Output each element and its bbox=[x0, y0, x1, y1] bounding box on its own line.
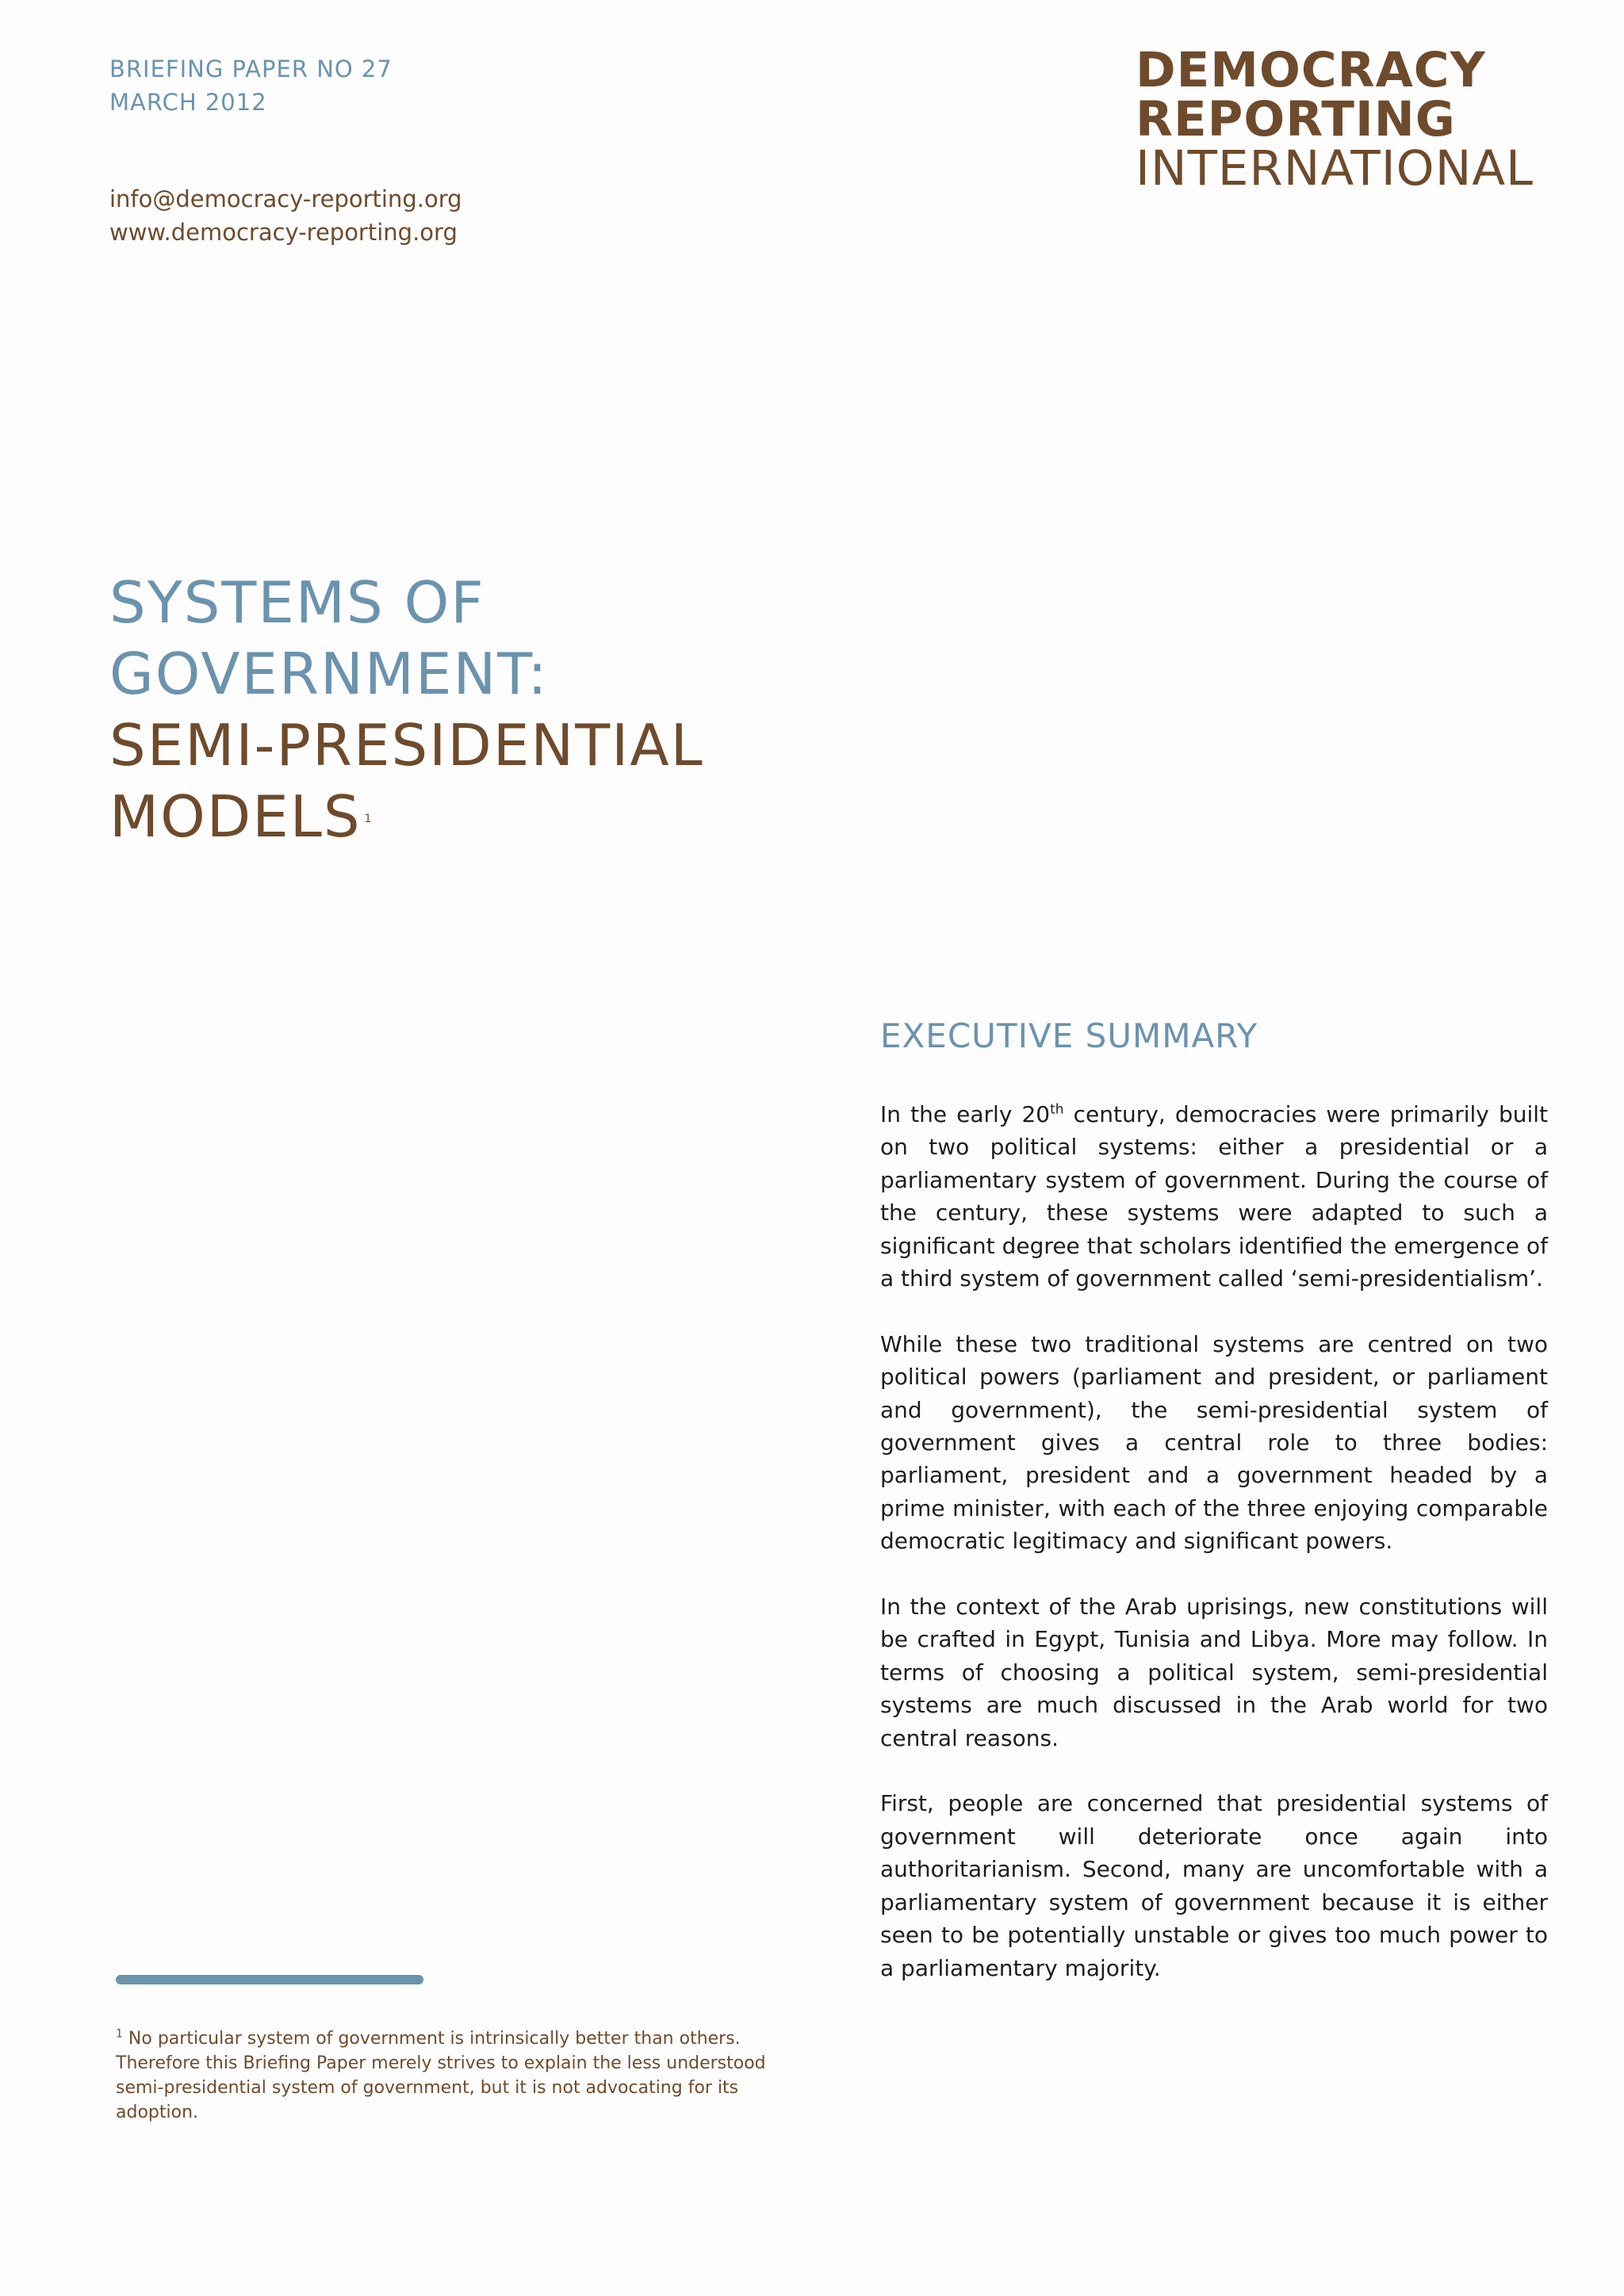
executive-summary-heading: EXECUTIVE SUMMARY bbox=[880, 1016, 1258, 1055]
title-line-4-wrap bbox=[109, 781, 704, 869]
contact-info bbox=[109, 182, 462, 249]
summary-paragraph-3: In the context of the Arab uprisings, new constitutions will be crafted in Egypt, Tunisia and Libya. More may follow. In terms of choosing a political system, semi-presidential systems are much discussed in the Arab world for two central reasons. bbox=[880, 1594, 1548, 1751]
summary-p1-superscript: th bbox=[1050, 1101, 1064, 1118]
executive-summary-body bbox=[880, 1098, 1548, 2017]
summary-paragraph-4: First, people are concerned that presidential systems of government will deteriorate once again into authoritarianism. Second, many are uncomfortable with a parliamentary system of government because it is either seen to be potentially unstable or gives too much power to a parliamentary majority. bbox=[880, 1790, 1548, 1981]
title-line-4: MODELS bbox=[109, 783, 362, 850]
footnote-text: No particular system of government is intrinsically better than others. Therefore this Briefing Paper merely strives to explain the less understood semi-presidential system of government, but it is not advocating for its adoption. bbox=[116, 2029, 766, 2122]
logo-line-reporting: REPORTING bbox=[1136, 91, 1456, 147]
dri-logo bbox=[1136, 42, 1534, 197]
footnote-divider bbox=[116, 1975, 423, 1984]
logo-line-international: INTERNATIONAL bbox=[1136, 140, 1534, 197]
paper-date: MARCH 2012 bbox=[109, 89, 267, 116]
footnote-marker: 1 bbox=[116, 2027, 123, 2041]
logo-line-democracy: DEMOCRACY bbox=[1136, 42, 1486, 98]
document-title bbox=[109, 567, 704, 869]
paper-number: BRIEFING PAPER NO 27 bbox=[109, 55, 393, 82]
title-line-1: SYSTEMS OF bbox=[109, 569, 485, 636]
summary-paragraph-2: While these two traditional systems are centred on two political powers (parliament and president, or parliament and government), the semi-presidential system of government gives a central role to three bodies: parliament, president and a government headed by a prime minister, with each of the three enjoying comparable democratic legitimacy and significant powers. bbox=[880, 1330, 1548, 1555]
paper-meta bbox=[109, 52, 393, 119]
title-footnote-marker[interactable]: 1 bbox=[364, 813, 373, 825]
summary-p1-rest: century, democracies were primarily built on two political systems: either a presidential or a parliamentary system of government. During the course of the century, these systems were adapted to such a significant degree that scholars identified the emergence of a third system of government called ‘semi-presidentialism’. bbox=[880, 1101, 1548, 1292]
summary-p1-start: In the early 20 bbox=[880, 1101, 1051, 1127]
contact-website[interactable]: www.democracy-reporting.org bbox=[109, 219, 458, 246]
footnote bbox=[116, 2026, 814, 2125]
summary-paragraph-1 bbox=[880, 1098, 1548, 1295]
title-line-3: SEMI-PRESIDENTIAL bbox=[109, 712, 704, 779]
title-line-2: GOVERNMENT: bbox=[109, 641, 549, 707]
contact-email[interactable]: info@democracy-reporting.org bbox=[109, 186, 462, 212]
